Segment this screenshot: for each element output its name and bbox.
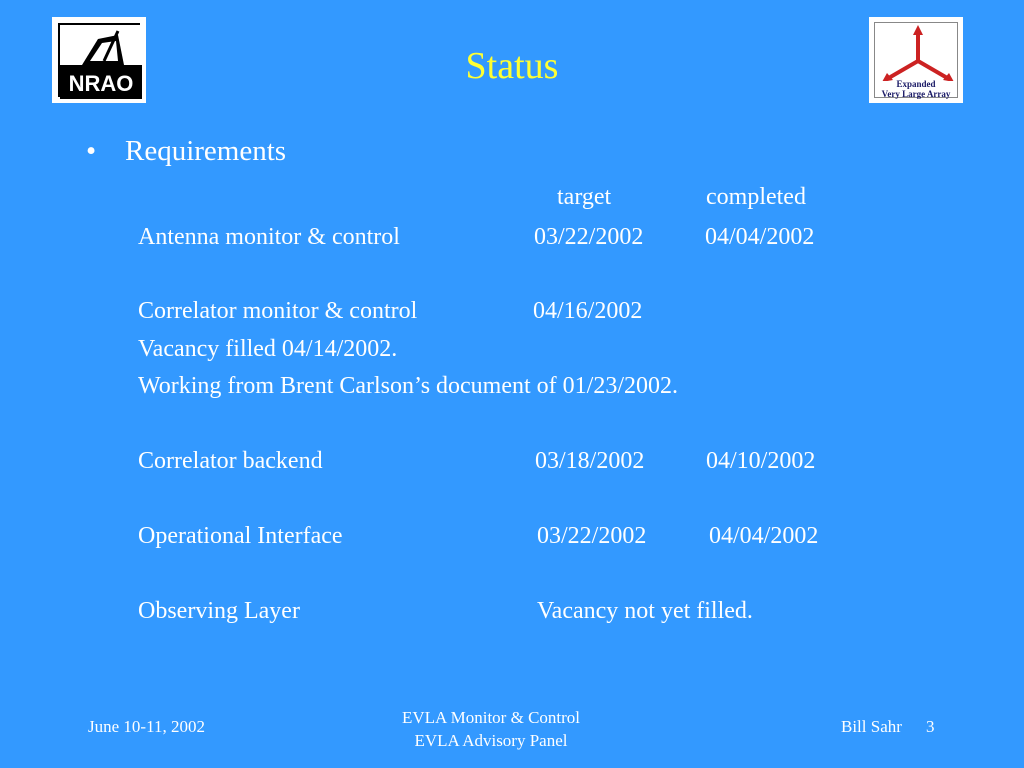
bullet-heading: Requirements [125, 135, 287, 167]
footer-page-number: 3 [926, 717, 935, 736]
evla-logo-line1: Expanded [896, 79, 936, 89]
footer-center-line1: EVLA Monitor & Control [401, 708, 581, 727]
evla-array-icon [875, 25, 961, 81]
bullet-icon: • [86, 135, 97, 167]
slide-title: Status [465, 45, 559, 87]
footer-date: June 10-11, 2002 [88, 717, 205, 736]
row-completed: 04/10/2002 [706, 448, 816, 474]
row-label: Antenna monitor & control [138, 224, 400, 250]
nrao-logo-text: NRAO [68, 71, 134, 96]
footer-author: Bill Sahr [841, 717, 902, 736]
column-header-target: target [557, 184, 612, 210]
row-label: Correlator backend [138, 448, 323, 474]
column-header-completed: completed [706, 184, 806, 210]
row-target: 03/22/2002 [534, 224, 644, 250]
row-label: Operational Interface [138, 523, 343, 549]
row-completed: 04/04/2002 [705, 224, 815, 250]
row-label: Observing Layer [138, 598, 300, 624]
row-target: 03/18/2002 [535, 448, 645, 474]
evla-logo-line2: Very Large Array [881, 89, 951, 99]
footer-center-line2: EVLA Advisory Panel [414, 731, 568, 750]
row-label: Correlator monitor & control [138, 298, 418, 324]
row-completed: 04/04/2002 [709, 523, 819, 549]
row-target: Vacancy not yet filled. [537, 598, 753, 624]
note-line: Vacancy filled 04/14/2002. [138, 336, 398, 362]
evla-logo [869, 17, 963, 103]
row-target: 04/16/2002 [533, 298, 643, 324]
row-target: 03/22/2002 [537, 523, 647, 549]
note-line: Working from Brent Carlson’s document of 01/23/2002. [138, 373, 678, 399]
